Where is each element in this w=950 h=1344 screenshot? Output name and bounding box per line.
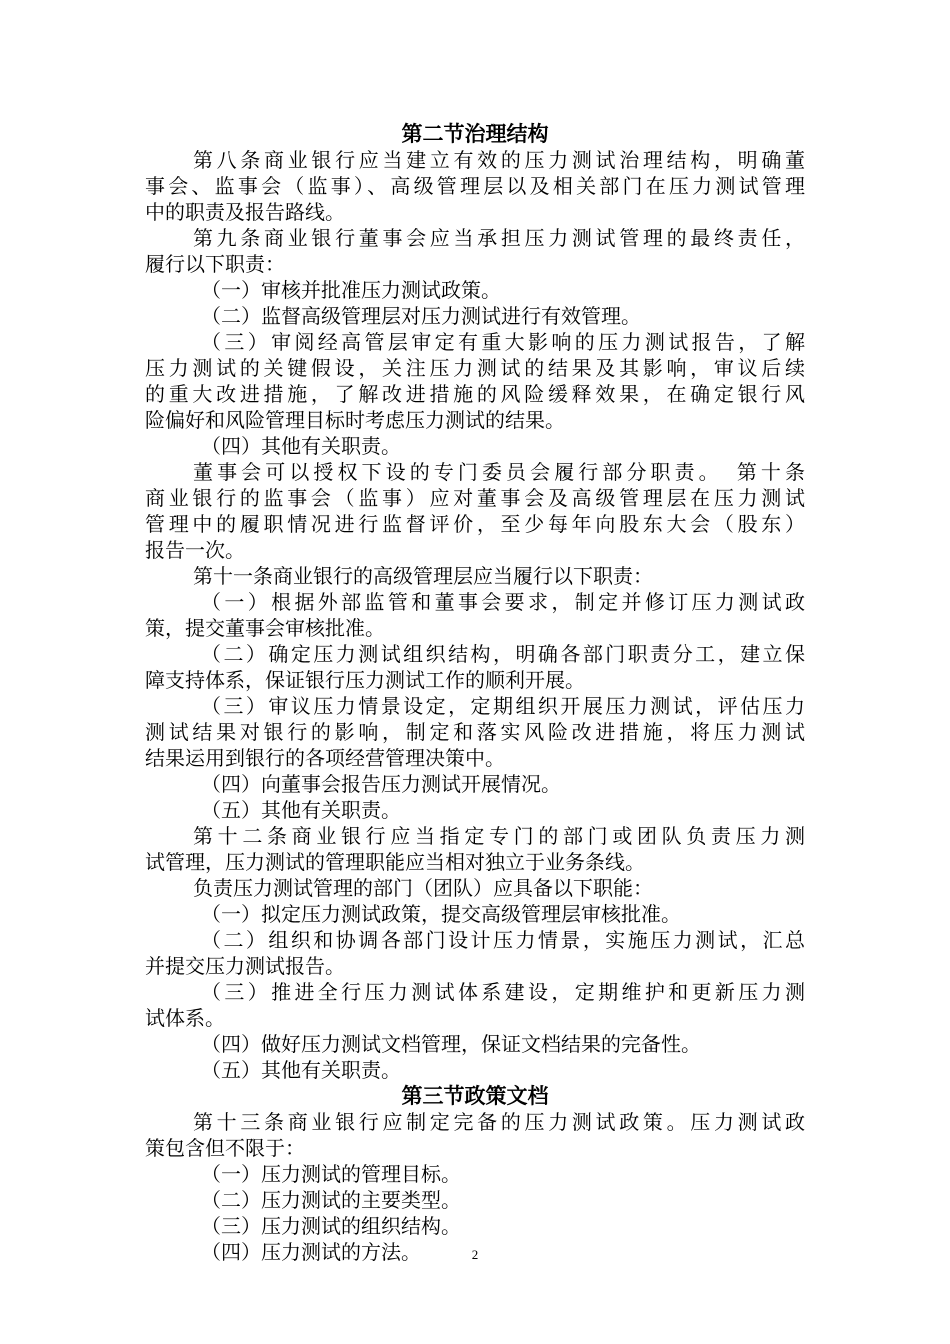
list-item: （三）压力测试的组织结构。: [201, 1214, 461, 1238]
list-item: （二）组织和协调各部门设计压力情景，实施压力测试，汇总: [201, 928, 805, 952]
article-13-line: 策包含但不限于：: [145, 1136, 305, 1160]
list-item: （二）压力测试的主要类型。: [201, 1188, 461, 1212]
list-item-continuation: 的重大改进措施，了解改进措施的风险缓释效果，在确定银行风: [145, 382, 805, 406]
list-item: （三）审阅经高管层审定有重大影响的压力测试报告，了解: [201, 330, 805, 354]
article-10-line: 报告一次。: [145, 538, 245, 562]
section-heading: 第二节治理结构: [401, 121, 549, 146]
article-12-line: 第十二条商业银行应当指定专门的部门或团队负责压力测: [193, 824, 805, 848]
list-item: （三）审议压力情景设定，定期组织开展压力测试，评估压力: [201, 694, 805, 718]
list-item-continuation: 试体系。: [145, 1006, 225, 1030]
article-11-line: 第十一条商业银行的高级管理层应当履行以下职责：: [193, 564, 653, 588]
list-item: （四）向董事会报告压力测试开展情况。: [201, 772, 561, 796]
page-body: [145, 121, 805, 1265]
article-13-line: 第十三条商业银行应制定完备的压力测试政策。压力测试政: [193, 1110, 805, 1134]
article-12-line: 试管理，压力测试的管理职能应当相对独立于业务条线。: [145, 850, 645, 874]
list-item: （二）监督高级管理层对压力测试进行有效管理。: [201, 304, 641, 328]
list-item-continuation: 并提交压力测试报告。: [145, 954, 345, 978]
article-12-line: 负责压力测试管理的部门（团队）应具备以下职能：: [193, 876, 653, 900]
list-item: （一）压力测试的管理目标。: [201, 1162, 461, 1186]
article-8-line: 中的职责及报告路线。: [145, 200, 345, 224]
list-item-continuation: 测试结果对银行的影响，制定和落实风险改进措施，将压力测试: [145, 720, 805, 744]
list-item: （四）压力测试的方法。: [201, 1240, 421, 1264]
article-8-line: 事会、监事会（监事）、高级管理层以及相关部门在压力测试管理: [145, 174, 805, 198]
list-item: （一）审核并批准压力测试政策。: [201, 278, 501, 302]
article-9-line: 第九条商业银行董事会应当承担压力测试管理的最终责任，: [193, 226, 805, 250]
article-9-line: 履行以下职责：: [145, 252, 285, 276]
list-item-continuation: 结果运用到银行的各项经营管理决策中。: [145, 746, 505, 770]
article-10-line: 董事会可以授权下设的专门委员会履行部分职责。 第十条: [193, 460, 805, 484]
list-item-continuation: 险偏好和风险管理目标时考虑压力测试的结果。: [145, 408, 565, 432]
article-8-line: 第八条商业银行应当建立有效的压力测试治理结构，明确董: [193, 148, 805, 172]
section-heading: 第三节政策文档: [401, 1083, 549, 1108]
list-item-continuation: 策，提交董事会审核批准。: [145, 616, 385, 640]
list-item: （五）其他有关职责。: [201, 798, 401, 822]
list-item: （一）根据外部监管和董事会要求，制定并修订压力测试政: [201, 590, 805, 614]
article-10-line: 商业银行的监事会（监事）应对董事会及高级管理层在压力测试: [145, 486, 805, 510]
list-item: （三）推进全行压力测试体系建设，定期维护和更新压力测: [201, 980, 805, 1004]
list-item: （五）其他有关职责。: [201, 1058, 401, 1082]
list-item: （四）做好压力测试文档管理，保证文档结果的完备性。: [201, 1032, 701, 1056]
article-10-line: 管理中的履职情况进行监督评价，至少每年向股东大会（股东）: [145, 512, 805, 536]
list-item-continuation: 障支持体系，保证银行压力测试工作的顺利开展。: [145, 668, 585, 692]
list-item: （一）拟定压力测试政策，提交高级管理层审核批准。: [201, 902, 681, 926]
list-item: （四）其他有关职责。: [201, 434, 401, 458]
page-number: 2: [471, 1247, 479, 1262]
list-item: （二）确定压力测试组织结构，明确各部门职责分工，建立保: [201, 642, 805, 666]
list-item-continuation: 压力测试的关键假设，关注压力测试的结果及其影响，审议后续: [145, 356, 805, 380]
